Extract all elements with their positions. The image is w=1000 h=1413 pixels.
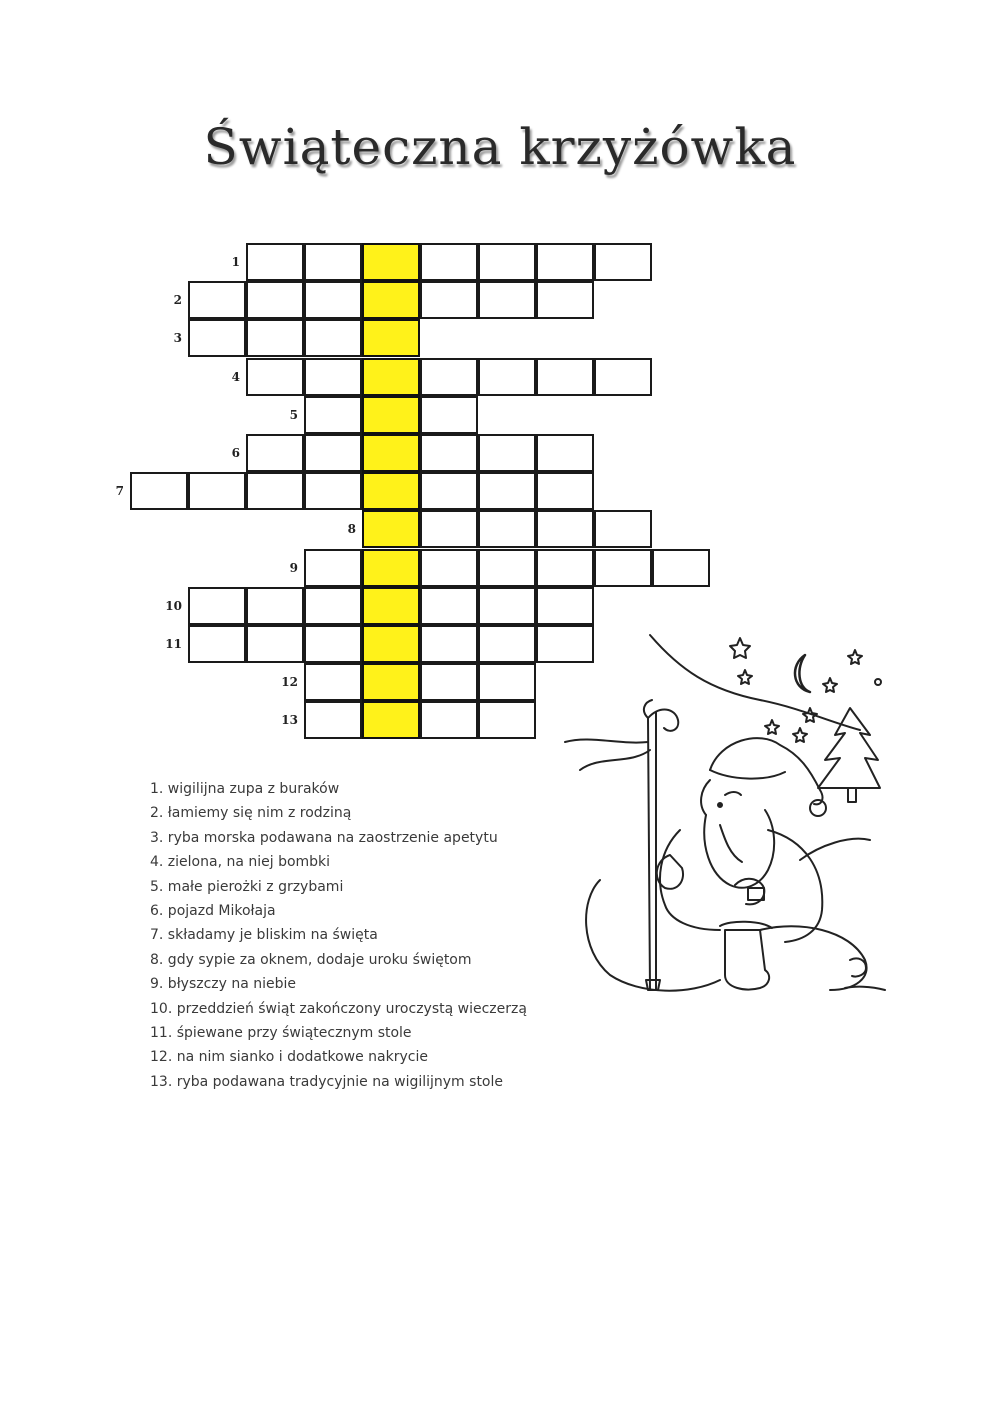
clue-number-10: 10 [165,598,182,613]
crossword-cell[interactable] [478,434,536,472]
clue-13: 13. ryba podawana tradycyjnie na wigilijnym stole [150,1073,504,1090]
crossword-cell[interactable] [478,510,536,548]
crossword-cell[interactable] [188,319,246,357]
keyword-cell[interactable] [362,663,420,701]
crossword-cell[interactable] [246,358,304,396]
page-title: Świąteczna krzyżówka [203,118,797,176]
crossword-cell[interactable] [304,472,362,510]
crossword-cell[interactable] [536,510,594,548]
keyword-cell[interactable] [362,587,420,625]
crossword-cell[interactable] [246,243,304,281]
clue-number-8: 8 [347,522,356,537]
clue-12: 12. na nim sianko i dodatkowe nakrycie [150,1049,428,1066]
keyword-cell[interactable] [362,319,420,357]
crossword-cell[interactable] [478,587,536,625]
crossword-cell[interactable] [304,625,362,663]
crossword-cell[interactable] [304,396,362,434]
clue-number-11: 11 [165,637,182,651]
keyword-cell[interactable] [362,358,420,396]
crossword-cell[interactable] [304,549,362,587]
keyword-cell[interactable] [362,396,420,434]
clue-6: 6. pojazd Mikołaja [150,902,276,919]
clue-number-1: 1 [231,255,240,269]
keyword-cell[interactable] [362,625,420,663]
crossword-cell[interactable] [304,587,362,625]
clue-10: 10. przeddzień świąt zakończony uroczystą wieczerzą [150,1000,527,1017]
crossword-cell[interactable] [536,472,594,510]
moon-icon [795,655,810,692]
crossword-cell[interactable] [594,549,652,587]
clue-7: 7. składamy je bliskim na święta [150,927,378,944]
crossword-cell[interactable] [536,281,594,319]
keyword-cell[interactable] [362,701,420,739]
crossword-cell[interactable] [594,243,652,281]
crossword-cell[interactable] [478,243,536,281]
clue-number-9: 9 [289,560,298,575]
crossword-cell[interactable] [420,587,478,625]
crossword-cell[interactable] [594,510,652,548]
crossword-cell[interactable] [478,663,536,701]
crossword-cell[interactable] [652,549,710,587]
crossword-cell[interactable] [130,472,188,510]
crossword-cell[interactable] [536,587,594,625]
crossword-cell[interactable] [188,281,246,319]
keyword-cell[interactable] [362,510,420,548]
clue-9: 9. błyszczy na niebie [150,976,297,993]
clue-number-12: 12 [281,675,298,690]
crossword-cell[interactable] [594,358,652,396]
keyword-cell[interactable] [362,434,420,472]
crossword-cell[interactable] [304,663,362,701]
santa-claus-coloring-icon [560,630,890,1000]
crossword-cell[interactable] [420,434,478,472]
crossword-cell[interactable] [188,472,246,510]
crossword-cell[interactable] [536,243,594,281]
crossword-cell[interactable] [420,358,478,396]
clue-11: 11. śpiewane przy świątecznym stole [150,1024,412,1041]
clue-number-6: 6 [231,446,240,460]
crossword-cell[interactable] [246,625,304,663]
keyword-cell[interactable] [362,549,420,587]
crossword-cell[interactable] [420,472,478,510]
crossword-cell[interactable] [304,434,362,472]
crossword-cell[interactable] [420,281,478,319]
crossword-cell[interactable] [304,358,362,396]
clue-4: 4. zielona, na niej bombki [150,854,331,871]
crossword-cell[interactable] [420,510,478,548]
crossword-cell[interactable] [420,243,478,281]
crossword-cell[interactable] [478,701,536,739]
crossword-cell[interactable] [478,358,536,396]
staff-icon [644,700,678,990]
tree-icon [818,708,880,802]
crossword-cell[interactable] [420,701,478,739]
keyword-cell[interactable] [362,472,420,510]
crossword-cell[interactable] [246,587,304,625]
clue-number-7: 7 [115,484,124,499]
clue-number-13: 13 [281,713,298,728]
crossword-cell[interactable] [420,663,478,701]
crossword-cell[interactable] [304,701,362,739]
crossword-cell[interactable] [536,358,594,396]
crossword-cell[interactable] [188,625,246,663]
clue-number-4: 4 [231,369,240,384]
clue-number-5: 5 [289,407,298,422]
crossword-cell[interactable] [478,472,536,510]
crossword-cell[interactable] [478,281,536,319]
crossword-cell[interactable] [188,587,246,625]
crossword-cell[interactable] [246,319,304,357]
crossword-cell[interactable] [304,319,362,357]
keyword-cell[interactable] [362,243,420,281]
crossword-cell[interactable] [420,625,478,663]
crossword-cell[interactable] [536,549,594,587]
clue-number-2: 2 [173,293,182,308]
crossword-cell[interactable] [246,434,304,472]
clue-3: 3. ryba morska podawana na zaostrzenie apetytu [150,829,498,846]
clue-2: 2. łamiemy się nim z rodziną [150,805,352,822]
crossword-cell[interactable] [246,472,304,510]
clue-1: 1. wigilijna zupa z buraków [150,781,340,797]
crossword-cell[interactable] [246,281,304,319]
crossword-cell[interactable] [304,281,362,319]
crossword-cell[interactable] [304,243,362,281]
crossword-cell[interactable] [420,396,478,434]
keyword-cell[interactable] [362,281,420,319]
crossword-cell[interactable] [478,625,536,663]
clue-number-3: 3 [173,331,182,346]
clues-list [150,778,527,1095]
clue-5: 5. małe pierożki z grzybami [150,878,344,895]
crossword-cell[interactable] [478,549,536,587]
crossword-cell[interactable] [420,549,478,587]
clue-8: 8. gdy sypie za oknem, dodaje uroku świętom [150,951,472,968]
crossword-cell[interactable] [536,434,594,472]
